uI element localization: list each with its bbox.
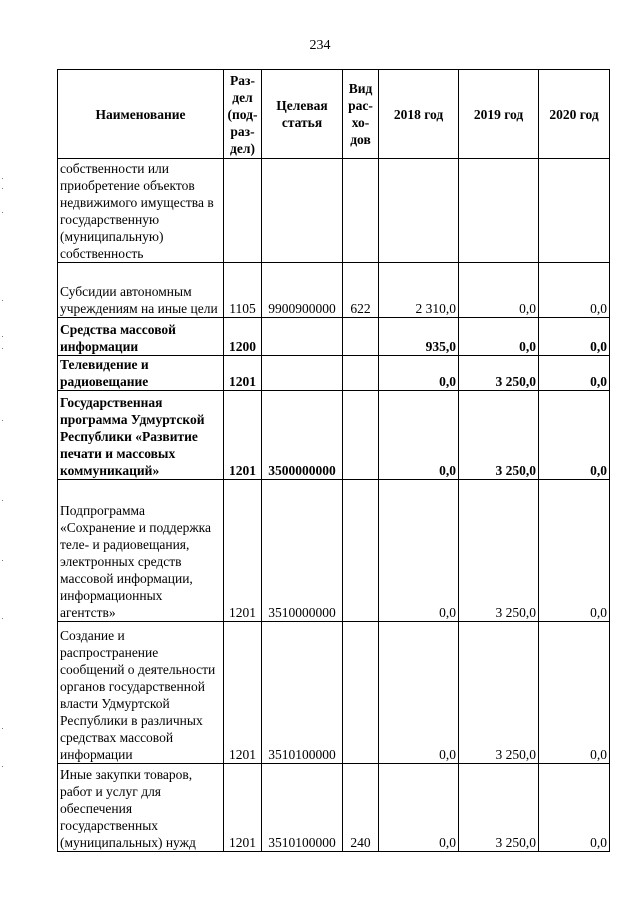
column-header-name: Наименование (58, 70, 224, 159)
row-2020: 0,0 (539, 480, 610, 622)
row-2018: 2 310,0 (379, 263, 459, 318)
table-row (58, 356, 610, 391)
row-section: 1200 (224, 318, 262, 356)
table-row (58, 391, 610, 480)
row-expense: 240 (343, 764, 379, 852)
row-2020: 0,0 (539, 391, 610, 480)
row-expense (343, 622, 379, 764)
table-row (58, 159, 610, 263)
column-header-section: Раз- дел (под- раз- дел) (224, 70, 262, 159)
row-name: Телевидение и радиовещание (58, 356, 224, 391)
row-name: Создание и распространение сообщений о деятельности органов государственной власти Удмуртской Республики в различных средствах массовой информации (58, 622, 224, 764)
row-name: собственности или приобретение объектов недвижимого имущества в государственную (муниципальную) собственность (58, 159, 224, 263)
row-2018: 0,0 (379, 764, 459, 852)
row-section: 1201 (224, 480, 262, 622)
row-target: 3510000000 (262, 480, 343, 622)
row-name: Подпрограмма «Сохранение и поддержка теле- и радиовещания, электронных средств массовой информации, информационных агентств» (58, 480, 224, 622)
table-row (58, 622, 610, 764)
column-header-2020: 2020 год (539, 70, 610, 159)
row-target (262, 318, 343, 356)
row-2018: 0,0 (379, 622, 459, 764)
table-row (58, 480, 610, 622)
row-2018: 0,0 (379, 356, 459, 391)
column-header-2019: 2019 год (459, 70, 539, 159)
row-2019: 3 250,0 (459, 622, 539, 764)
row-expense (343, 356, 379, 391)
row-section (224, 159, 262, 263)
row-2019: 0,0 (459, 318, 539, 356)
page-number: 234 (309, 38, 331, 53)
row-2019: 3 250,0 (459, 356, 539, 391)
row-2018 (379, 159, 459, 263)
table-row (58, 263, 610, 318)
row-name: Иные закупки товаров, работ и услуг для обеспечения государственных (муниципальных) нужд (58, 764, 224, 852)
row-expense: 622 (343, 263, 379, 318)
budget-table (57, 69, 610, 852)
row-2020: 0,0 (539, 356, 610, 391)
row-section: 1201 (224, 391, 262, 480)
row-name: Государственная программа Удмуртской Республики «Развитие печати и массовых коммуникаций» (58, 391, 224, 480)
row-expense (343, 159, 379, 263)
row-section: 1201 (224, 622, 262, 764)
row-2019: 3 250,0 (459, 391, 539, 480)
row-target: 3510100000 (262, 764, 343, 852)
row-2018: 0,0 (379, 391, 459, 480)
row-2020 (539, 159, 610, 263)
row-name: Субсидии автономным учреждениям на иные цели (58, 263, 224, 318)
row-target: 9900900000 (262, 263, 343, 318)
row-section: 1105 (224, 263, 262, 318)
row-2019 (459, 159, 539, 263)
row-section: 1201 (224, 764, 262, 852)
table-header-row (58, 70, 610, 159)
table-row (58, 318, 610, 356)
row-2018: 935,0 (379, 318, 459, 356)
row-2019: 3 250,0 (459, 480, 539, 622)
column-header-target: Целевая статья (262, 70, 343, 159)
column-header-expense: Вид рас- хо- дов (343, 70, 379, 159)
row-target (262, 159, 343, 263)
column-header-2018: 2018 год (379, 70, 459, 159)
row-target (262, 356, 343, 391)
row-2020: 0,0 (539, 318, 610, 356)
row-2019: 0,0 (459, 263, 539, 318)
table-row (58, 764, 610, 852)
row-expense (343, 318, 379, 356)
row-2020: 0,0 (539, 764, 610, 852)
row-target: 3510100000 (262, 622, 343, 764)
row-name: Средства массовой информации (58, 318, 224, 356)
row-target: 3500000000 (262, 391, 343, 480)
row-expense (343, 391, 379, 480)
row-2020: 0,0 (539, 622, 610, 764)
row-2018: 0,0 (379, 480, 459, 622)
row-2020: 0,0 (539, 263, 610, 318)
row-section: 1201 (224, 356, 262, 391)
scan-edge-marks (2, 0, 4, 905)
row-2019: 3 250,0 (459, 764, 539, 852)
row-expense (343, 480, 379, 622)
